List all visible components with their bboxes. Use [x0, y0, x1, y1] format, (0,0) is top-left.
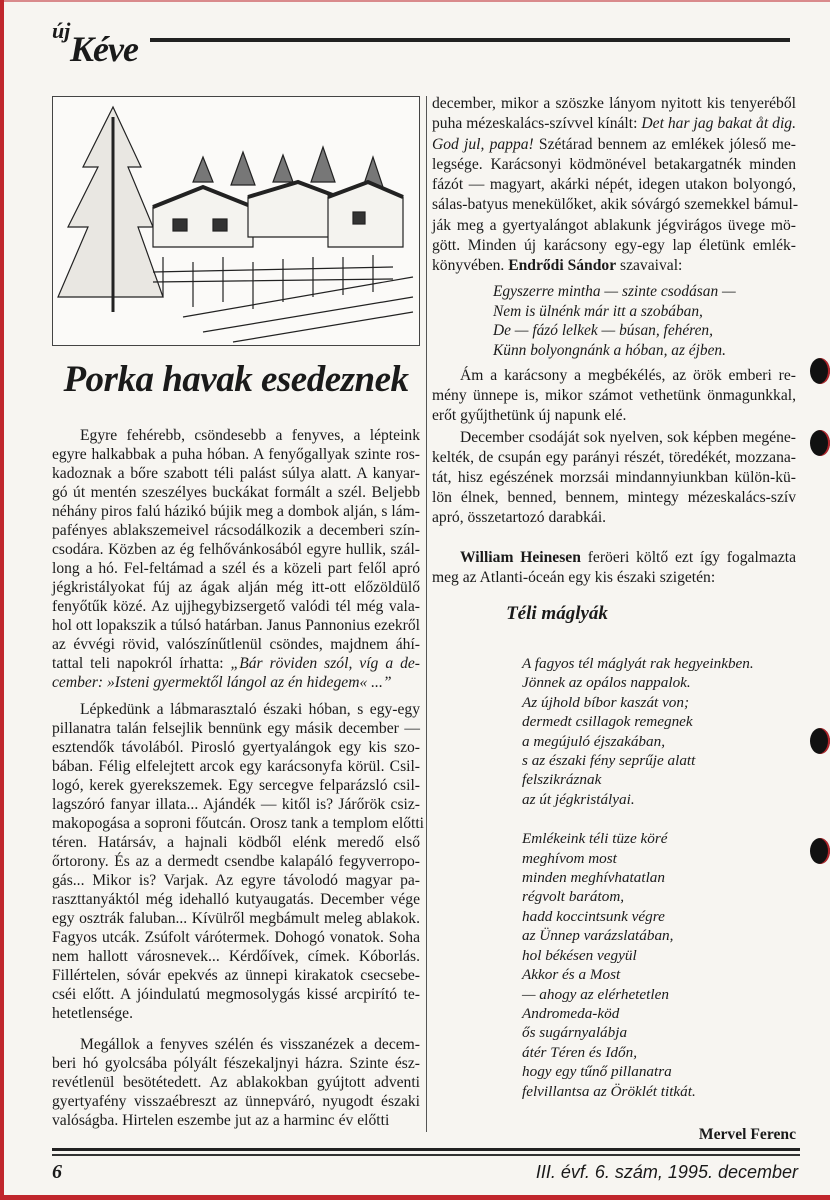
left-column-text — [52, 426, 424, 1130]
text-line: makopogása a soproni főutcán. Orosz tank a templom előtti — [52, 815, 424, 832]
poem-line: felszikráznak — [522, 771, 602, 789]
poem-line: Andromeda-köd — [522, 1004, 620, 1022]
text-line: apró, összetartozó darabkái. — [432, 509, 607, 526]
text-line: gyertyafény visszaébreszt az ünnepváró, nyugodt északi — [52, 1093, 420, 1110]
text-line: mény ünnepe is, mikor számot vethetünk önmagunkkal, — [432, 387, 796, 404]
verse-line: De — fázó lelkek — búsan, fehéren, — [493, 322, 713, 339]
text-line: pillanatra talán felsejlik bennünk egy másik december — — [52, 720, 420, 737]
poem-line: meghívom most — [522, 849, 617, 867]
poem-line: Jönnek az opálos nappalok. — [522, 674, 691, 692]
italic-text: „Bár röviden szól, víg a de- — [230, 655, 420, 672]
italic-text: God jul, pappa! — [432, 135, 534, 153]
text-line: kelték, de csupán egy parányi részét, töredékét, mozzana- — [432, 449, 796, 466]
text-line: Lépkedünk a lábmarasztaló északi hóban, s egy-egy — [80, 701, 420, 718]
page-edge-left — [0, 0, 4, 1200]
header-rule — [150, 38, 790, 42]
text-line: revétlenül besötétedett. Az ablakokban gyújtott adventi — [52, 1074, 420, 1091]
poem-stanza — [522, 654, 754, 809]
poem-line: — ahogy az elérhetetlen — [522, 985, 669, 1003]
masthead-title: Kéve — [70, 29, 138, 69]
poem — [522, 654, 754, 1101]
text-line: Fagyos utcák. Zsúfolt várótermek. Dohogó vonatok. Soha — [52, 929, 420, 946]
footer-rule-thin — [52, 1154, 800, 1156]
italic-text: cember: »Isteni gyermektől lángol az én hidegem« ...” — [52, 674, 392, 691]
text-line — [52, 673, 420, 692]
poem-stanza — [522, 829, 754, 1101]
poem-line: s az északi fény seprűje alatt — [522, 752, 696, 770]
text-line: Ám a karácsony a megbékélés, az örök emberi re- — [460, 367, 796, 384]
poem-line: dermedt csillagok remegnek — [522, 713, 693, 731]
verse-line: Künn bolyongnánk a hóban, az éjben. — [493, 341, 726, 359]
winter-village-illustration — [52, 96, 420, 346]
poem-line: hogy egy tűnő pillanatra — [522, 1063, 672, 1081]
text-line — [432, 256, 796, 276]
italic-text: Det har jag bakat åt dig. — [641, 115, 796, 133]
article-title: Porka havak esedeznek — [63, 359, 409, 400]
page-number: 6 — [52, 1161, 62, 1183]
text-line: gött. Minden új karácsony egy-egy lap életünk emlék- — [432, 237, 796, 255]
page-edge-bottom — [0, 1195, 830, 1200]
text-segment: tattal teli napokról írhatta: — [52, 655, 231, 672]
text-line: tát, hisz egészének morzsái mindannyiunkban külön-kü- — [432, 469, 796, 486]
text-line: hol ott lopakszik a túlsó határban. Janus Pannonius ezekről — [52, 617, 420, 634]
poem-line: minden meghívhatatlan — [522, 869, 665, 887]
text-line: gó út mentén szeszélyes buckákat formált a szél. Beljebb — [52, 484, 420, 501]
binder-hole — [810, 358, 830, 384]
verse-line: Nem is ülnénk már itt a szobában, — [493, 302, 703, 320]
text-segment: könyvében. — [432, 257, 509, 275]
text-segment: feröeri költő ezt így fogalmazta — [580, 549, 797, 566]
text-line: hetetlensége. — [52, 1005, 133, 1022]
verse-line: Egyszerre mintha — szinte csodásan — — [493, 283, 736, 300]
poem-line: Az újhold bíbor kaszát von; — [522, 693, 690, 711]
text-line: legsége. Karácsonyi ködmönével betakargatnék minden — [432, 155, 796, 173]
text-line: sálas-batyus menekülőket, akik sóvárgó szemekkel bámul- — [432, 196, 799, 214]
paragraph — [52, 426, 420, 692]
paragraph — [432, 366, 796, 426]
text-line: téren. Határsáv, a hajnali ködből elénk meredő első — [52, 834, 420, 851]
text-line: raszttanyáktól még idehalló kutyaugatás. December vége — [52, 891, 420, 908]
column-divider — [426, 96, 427, 1132]
text-line: lagszóró fanyar illata... Ajándék — kitől is? Járőrök csiz- — [52, 796, 420, 813]
text-line: erőt gyűjthetünk új napunk elé. — [432, 407, 627, 424]
poem-line: az Ünnep varázslatában, — [522, 927, 674, 945]
text-line: meg az Atlanti-óceán egy kis északi szigetén: — [432, 569, 716, 586]
text-line: őrtorony. És az a dermedt csendbe kalapáló fegyverropo- — [52, 853, 420, 870]
poem-line: ős sugárnyalábja — [522, 1024, 628, 1042]
poem-line: felvillantsa az Öröklét titkát. — [522, 1082, 696, 1100]
bold-name: Endrődi Sándor — [508, 257, 617, 275]
text-line: az évvégi rövid, valószínűtlenül csöndes, majdnem áhí- — [52, 636, 420, 653]
binder-hole — [810, 838, 830, 864]
text-segment: puha mézeskalács-szívvel kínált: — [432, 115, 642, 133]
text-line: cséi előtt. A jóindulatú megmosolygás kissé arcpirító te- — [52, 986, 420, 1003]
right-column-intro — [432, 94, 799, 277]
poem-line: A fagyos tél máglyát rak hegyeinkben. — [522, 655, 754, 672]
text-line: Megállok a fenyves szélén és visszanézek a decem- — [80, 1036, 420, 1053]
quoted-verse — [493, 282, 736, 360]
text-line: jégkristályokat fúj az ágak alján még itt-ott előzöldülő — [52, 579, 420, 596]
author-signature: Mervel Ferenc — [698, 1126, 796, 1143]
text-line — [432, 135, 796, 155]
text-line: esztendők távolából. Pirosló gyertyalángok egy kis szo- — [52, 739, 420, 756]
text-line — [432, 114, 796, 134]
poem-line: régvolt barátom, — [522, 888, 625, 906]
text-line: nem hallott városnevek... Kérdőívek, címek. Kóborlás. — [52, 948, 420, 965]
poem-line: a megújuló éjszakában, — [522, 732, 665, 750]
poem-line: hadd koccintsunk végre — [522, 907, 665, 925]
poem-line: Emlékeink téli tüze köré — [522, 830, 668, 848]
text-line: egy osztrák faluban... Kívülről megbámult meleg ablakok. — [52, 910, 420, 927]
text-line: fenyőtűk közé. Az ujjhegybizsergető valódi tél még vala- — [52, 598, 420, 615]
text-line: ják meg a gyertyalángot ablakunk jégvirágos üvege mö- — [432, 216, 796, 234]
paragraph — [432, 94, 799, 277]
poem-line: átér Téren és Időn, — [522, 1043, 638, 1061]
text-line: valóságba. Hirtelen eszembe jut az a harminc év előtti — [52, 1112, 390, 1129]
footer-rule — [52, 1148, 800, 1151]
bold-name: William Heinesen — [460, 549, 581, 566]
text-line: néhány piros falú házikó bújik meg a dombok alján, s lám- — [52, 503, 420, 520]
text-line: Egyre fehérebb, csöndesebb a fenyves, a lépteink — [80, 427, 420, 444]
text-line: egyre halkabbak a puha hóban. A fenyőgallyak szinte ros- — [52, 446, 420, 463]
text-line: december, mikor a szöszke lányom nyitott kis tenyeréből — [432, 95, 796, 112]
binder-hole — [810, 728, 830, 754]
text-line — [52, 654, 420, 673]
text-line: bában. Félig elfelejtett arcok egy karácsonyfa körül. Csil- — [52, 758, 420, 775]
text-line: lön élnek, benned, bennem, mintegy mézeskalács-szív — [432, 489, 796, 506]
issue-info: III. évf. 6. szám, 1995. december — [535, 1162, 798, 1182]
text-line: beri hó gyolcsába pólyált fészekaljnyi házra. Szinte ész- — [52, 1055, 420, 1072]
text-line: Fillértelen, sóvár epekvés az ünnepi kirakatok csecsebe- — [52, 967, 420, 984]
text-line — [432, 548, 796, 568]
text-line: pafényes ablakszemeivel rácsodálkozik a decemberi szín- — [52, 522, 420, 539]
text-line: logó, kerek gyerekszemek. Egy sercegve felparázsló csil- — [52, 777, 420, 794]
text-line: gás... Mikor is? Varjak. Az egyre távolodó magyar pa- — [52, 872, 420, 889]
page-edge-top — [0, 0, 830, 2]
paragraph — [432, 548, 796, 588]
text-line: fázót — magyart, akárki népét, idegen utakon bolyongó, — [432, 176, 796, 194]
binder-hole — [810, 430, 830, 456]
text-segment: szavaival: — [616, 257, 683, 275]
poem-line: az út jégkristályai. — [522, 790, 635, 808]
right-column-body — [432, 366, 796, 588]
text-line: kadoznak a bőre szabott téli palást súlya alatt. A kanyar- — [52, 465, 420, 482]
poem-line: hol békésen vegyül — [522, 946, 637, 964]
masthead-prefix: új — [52, 18, 71, 43]
text-line: long a hó. Fel-feltámad a szél és a közeli part felől apró — [52, 560, 420, 577]
text-segment: Szétárad bennem az emlékek jóleső me- — [533, 135, 796, 153]
paragraph — [52, 700, 424, 1023]
text-line: csodára. Közben az ég felhővánkosából egyre hullik, szál- — [52, 541, 420, 558]
text-line: December csodáját sok nyelven, sok képben megéne- — [460, 429, 796, 446]
paragraph — [432, 428, 796, 528]
poem-title: Téli máglyák — [506, 603, 608, 624]
paragraph — [52, 1035, 420, 1130]
poem-line: Akkor és a Most — [522, 966, 621, 984]
